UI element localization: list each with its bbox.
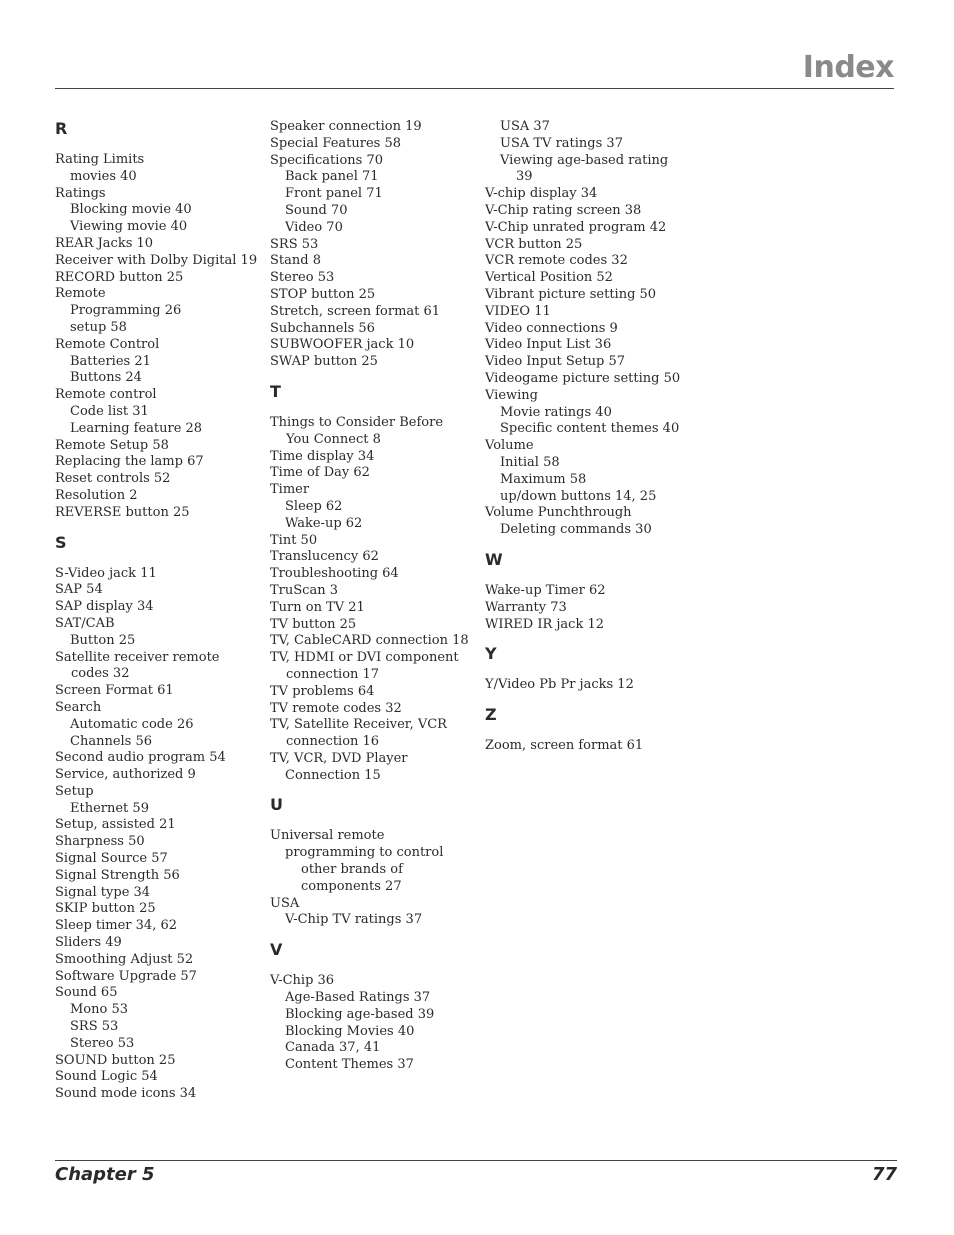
index-entry: Rating Limits [55, 152, 145, 167]
index-column-1 [55, 119, 260, 1114]
index-entry: Setup, assisted 21 [55, 817, 176, 833]
header-rule [55, 88, 894, 89]
index-entry: Speaker connection 19 [270, 119, 422, 134]
index-entry: Sound Logic 54 [55, 1069, 158, 1085]
index-subentry: Movie ratings 40 [500, 404, 612, 420]
index-section [485, 644, 685, 694]
index-entry: Video Input List 36 [485, 337, 612, 353]
index-entry: Time display 34 [270, 448, 375, 464]
index-entry: Sharpness 50 [55, 834, 145, 850]
index-subentry: Blocking age-based 39 [285, 1006, 435, 1022]
section-letter: Y [485, 644, 497, 664]
index-entry: Volume Punchthrough [485, 505, 632, 521]
index-subentry: Front panel 71 [285, 186, 383, 202]
index-entry: Y/Video Pb Pr jacks 12 [485, 677, 634, 693]
index-entry: Signal Source 57 [55, 851, 168, 867]
index-entry: Zoom, screen format 61 [485, 738, 644, 754]
index-section [485, 705, 685, 755]
index-subentry: V-Chip TV ratings 37 [285, 912, 423, 928]
index-subentry: Ethernet 59 [70, 800, 149, 816]
footer-rule [55, 1160, 897, 1161]
index-subentry: Deleting commands 30 [500, 522, 652, 538]
index-subentry: Batteries 21 [70, 353, 151, 369]
index-section [55, 119, 260, 522]
index-subentry: Specific content themes 40 [500, 421, 680, 437]
index-subentry: Sleep 62 [285, 498, 343, 514]
index-section [55, 533, 260, 1104]
index-entry: Stretch, screen format 61 [270, 303, 441, 319]
index-entry: Translucency 62 [270, 549, 379, 565]
index-entry: STOP button 25 [270, 286, 376, 302]
index-subentry: movies 40 [70, 168, 137, 184]
index-entry: Viewing [485, 387, 538, 403]
index-subentry: Learning feature 28 [70, 420, 203, 436]
index-entry: Video connections 9 [485, 320, 618, 336]
index-entry: V-Chip rating screen 38 [485, 202, 642, 218]
index-entry: Signal type 34 [55, 884, 151, 900]
index-entry: Universal remote [270, 828, 385, 844]
section-letter: Z [485, 705, 497, 725]
index-entry: Remote Setup 58 [55, 437, 169, 453]
index-subentry: Button 25 [70, 632, 136, 648]
index-entry: Stereo 53 [270, 270, 335, 286]
index-entry: TV, VCR, DVD Player [270, 750, 408, 766]
index-entry: SRS 53 [270, 236, 319, 252]
index-entry: Replacing the lamp 67 [55, 454, 204, 470]
section-letter: R [55, 119, 68, 138]
index-subentry: Age-Based Ratings 37 [285, 990, 431, 1006]
index-entry: Satellite receiver remote codes 32 [55, 649, 220, 682]
index-entry: Video Input Setup 57 [485, 354, 626, 370]
index-entry: Signal Strength 56 [55, 867, 180, 883]
index-subentry: Video 70 [285, 219, 343, 235]
index-entry: Remote [55, 286, 106, 302]
index-entry: TV remote codes 32 [270, 700, 402, 716]
index-subentry: Connection 15 [285, 767, 381, 783]
index-subentry: Initial 58 [500, 454, 560, 470]
index-subentry: Automatic code 26 [70, 716, 194, 732]
index-entry: WIRED IR jack 12 [485, 616, 604, 632]
footer-chapter: Chapter 5 [55, 1164, 155, 1185]
index-entry: Search [55, 699, 102, 715]
index-entry: USA [270, 895, 300, 911]
section-letter: V [270, 940, 283, 960]
index-entry: Wake-up Timer 62 [485, 582, 606, 598]
index-entry: TV, Satellite Receiver, VCR connection 16 [270, 717, 447, 750]
index-subentry: Programming 26 [70, 303, 182, 319]
index-entry: SAT/CAB [55, 615, 115, 631]
index-entry: Ratings [55, 185, 106, 201]
index-section [485, 119, 685, 539]
index-entry: TV button 25 [270, 616, 357, 632]
index-subentry: SRS 53 [70, 1019, 119, 1035]
index-subentry: Mono 53 [70, 1002, 129, 1018]
index-column-2 [270, 119, 470, 1085]
index-entry: Remote control [55, 387, 157, 403]
section-letter: W [485, 549, 503, 569]
index-entry: Vertical Position 52 [485, 270, 613, 286]
index-entry: SOUND button 25 [55, 1052, 176, 1068]
index-entry: Setup [55, 783, 94, 799]
index-entry: SWAP button 25 [270, 354, 378, 370]
index-entry: TruScan 3 [270, 582, 338, 598]
index-entry: V-Chip unrated program 42 [485, 219, 667, 235]
index-subentry: Blocking movie 40 [70, 202, 192, 218]
index-entry: Troubleshooting 64 [270, 566, 399, 582]
index-entry: Second audio program 54 [55, 750, 226, 766]
index-entry: Stand 8 [270, 253, 321, 269]
index-entry: VIDEO 11 [485, 303, 551, 319]
index-subentry: USA 37 [500, 119, 550, 134]
index-subentry: programming to control other brands of components 27 [285, 845, 444, 894]
index-entry: Specifications 70 [270, 152, 383, 168]
index-entry: Reset controls 52 [55, 471, 171, 487]
index-entry: Vibrant picture setting 50 [485, 286, 657, 302]
index-entry: Smoothing Adjust 52 [55, 951, 194, 967]
index-subentry: Canada 37, 41 [285, 1040, 381, 1056]
index-section [270, 795, 470, 929]
index-subentry: Blocking Movies 40 [285, 1023, 415, 1039]
index-subentry: Sound 70 [285, 202, 348, 218]
section-letter: T [270, 381, 281, 401]
section-letter: U [270, 795, 283, 815]
index-entry: Time of Day 62 [270, 465, 370, 481]
index-subentry: Viewing movie 40 [70, 219, 188, 235]
index-section [485, 550, 685, 633]
index-subentry: Code list 31 [70, 403, 149, 419]
index-entry: SKIP button 25 [55, 901, 156, 917]
index-entry: SAP 54 [55, 582, 103, 598]
index-entry: Screen Format 61 [55, 683, 174, 699]
index-entry: Videogame picture setting 50 [485, 370, 681, 386]
index-subentry: USA TV ratings 37 [500, 135, 623, 151]
index-entry: Special Features 58 [270, 135, 402, 151]
index-column-3 [485, 119, 685, 766]
index-subentry: setup 58 [70, 319, 127, 335]
index-entry: SUBWOOFER jack 10 [270, 337, 415, 353]
index-entry: VCR remote codes 32 [485, 253, 628, 269]
index-entry: Subchannels 56 [270, 320, 375, 336]
index-subentry: Wake-up 62 [285, 515, 363, 531]
index-subentry: Viewing age-based rating 39 [500, 152, 669, 185]
index-entry: Resolution 2 [55, 487, 138, 503]
index-entry: Software Upgrade 57 [55, 968, 197, 984]
index-entry: Things to Consider Before You Connect 8 [270, 414, 444, 447]
index-entry: RECORD button 25 [55, 269, 184, 285]
index-entry: Remote Control [55, 336, 160, 352]
index-section [270, 382, 470, 785]
index-subentry: Content Themes 37 [285, 1057, 414, 1073]
index-entry: REVERSE button 25 [55, 504, 190, 520]
section-letter: S [55, 532, 67, 552]
index-section [270, 119, 470, 371]
page-title: Index [802, 50, 894, 85]
index-entry: Sliders 49 [55, 935, 122, 951]
index-entry: Service, authorized 9 [55, 767, 196, 783]
index-subentry: Stereo 53 [70, 1035, 135, 1051]
index-entry: S-Video jack 11 [55, 565, 157, 581]
index-entry: Sleep timer 34, 62 [55, 918, 178, 934]
index-subentry: Back panel 71 [285, 169, 379, 185]
index-subentry: Maximum 58 [500, 471, 587, 487]
index-entry: Turn on TV 21 [270, 599, 365, 615]
index-entry: TV, CableCARD connection 18 [270, 633, 469, 649]
index-entry: Tint 50 [270, 532, 318, 548]
index-entry: Volume [485, 438, 534, 454]
index-entry: VCR button 25 [485, 236, 583, 252]
index-entry: Timer [270, 482, 310, 498]
index-subentry: Channels 56 [70, 733, 153, 749]
index-entry: Warranty 73 [485, 599, 567, 615]
index-entry: REAR Jacks 10 [55, 235, 154, 251]
index-entry: Sound mode icons 34 [55, 1086, 197, 1102]
index-entry: V-chip display 34 [485, 186, 598, 202]
index-entry: V-Chip 36 [270, 973, 335, 989]
index-entry: SAP display 34 [55, 599, 154, 615]
index-subentry: up/down buttons 14, 25 [500, 488, 657, 504]
index-entry: TV, HDMI or DVI component connection 17 [270, 650, 459, 682]
index-subentry: Buttons 24 [70, 370, 142, 386]
index-entry: TV problems 64 [270, 683, 375, 699]
page-number: 77 [871, 1164, 897, 1185]
index-entry: Receiver with Dolby Digital 19 [55, 252, 258, 268]
index-entry: Sound 65 [55, 985, 118, 1001]
index-section [270, 940, 470, 1074]
